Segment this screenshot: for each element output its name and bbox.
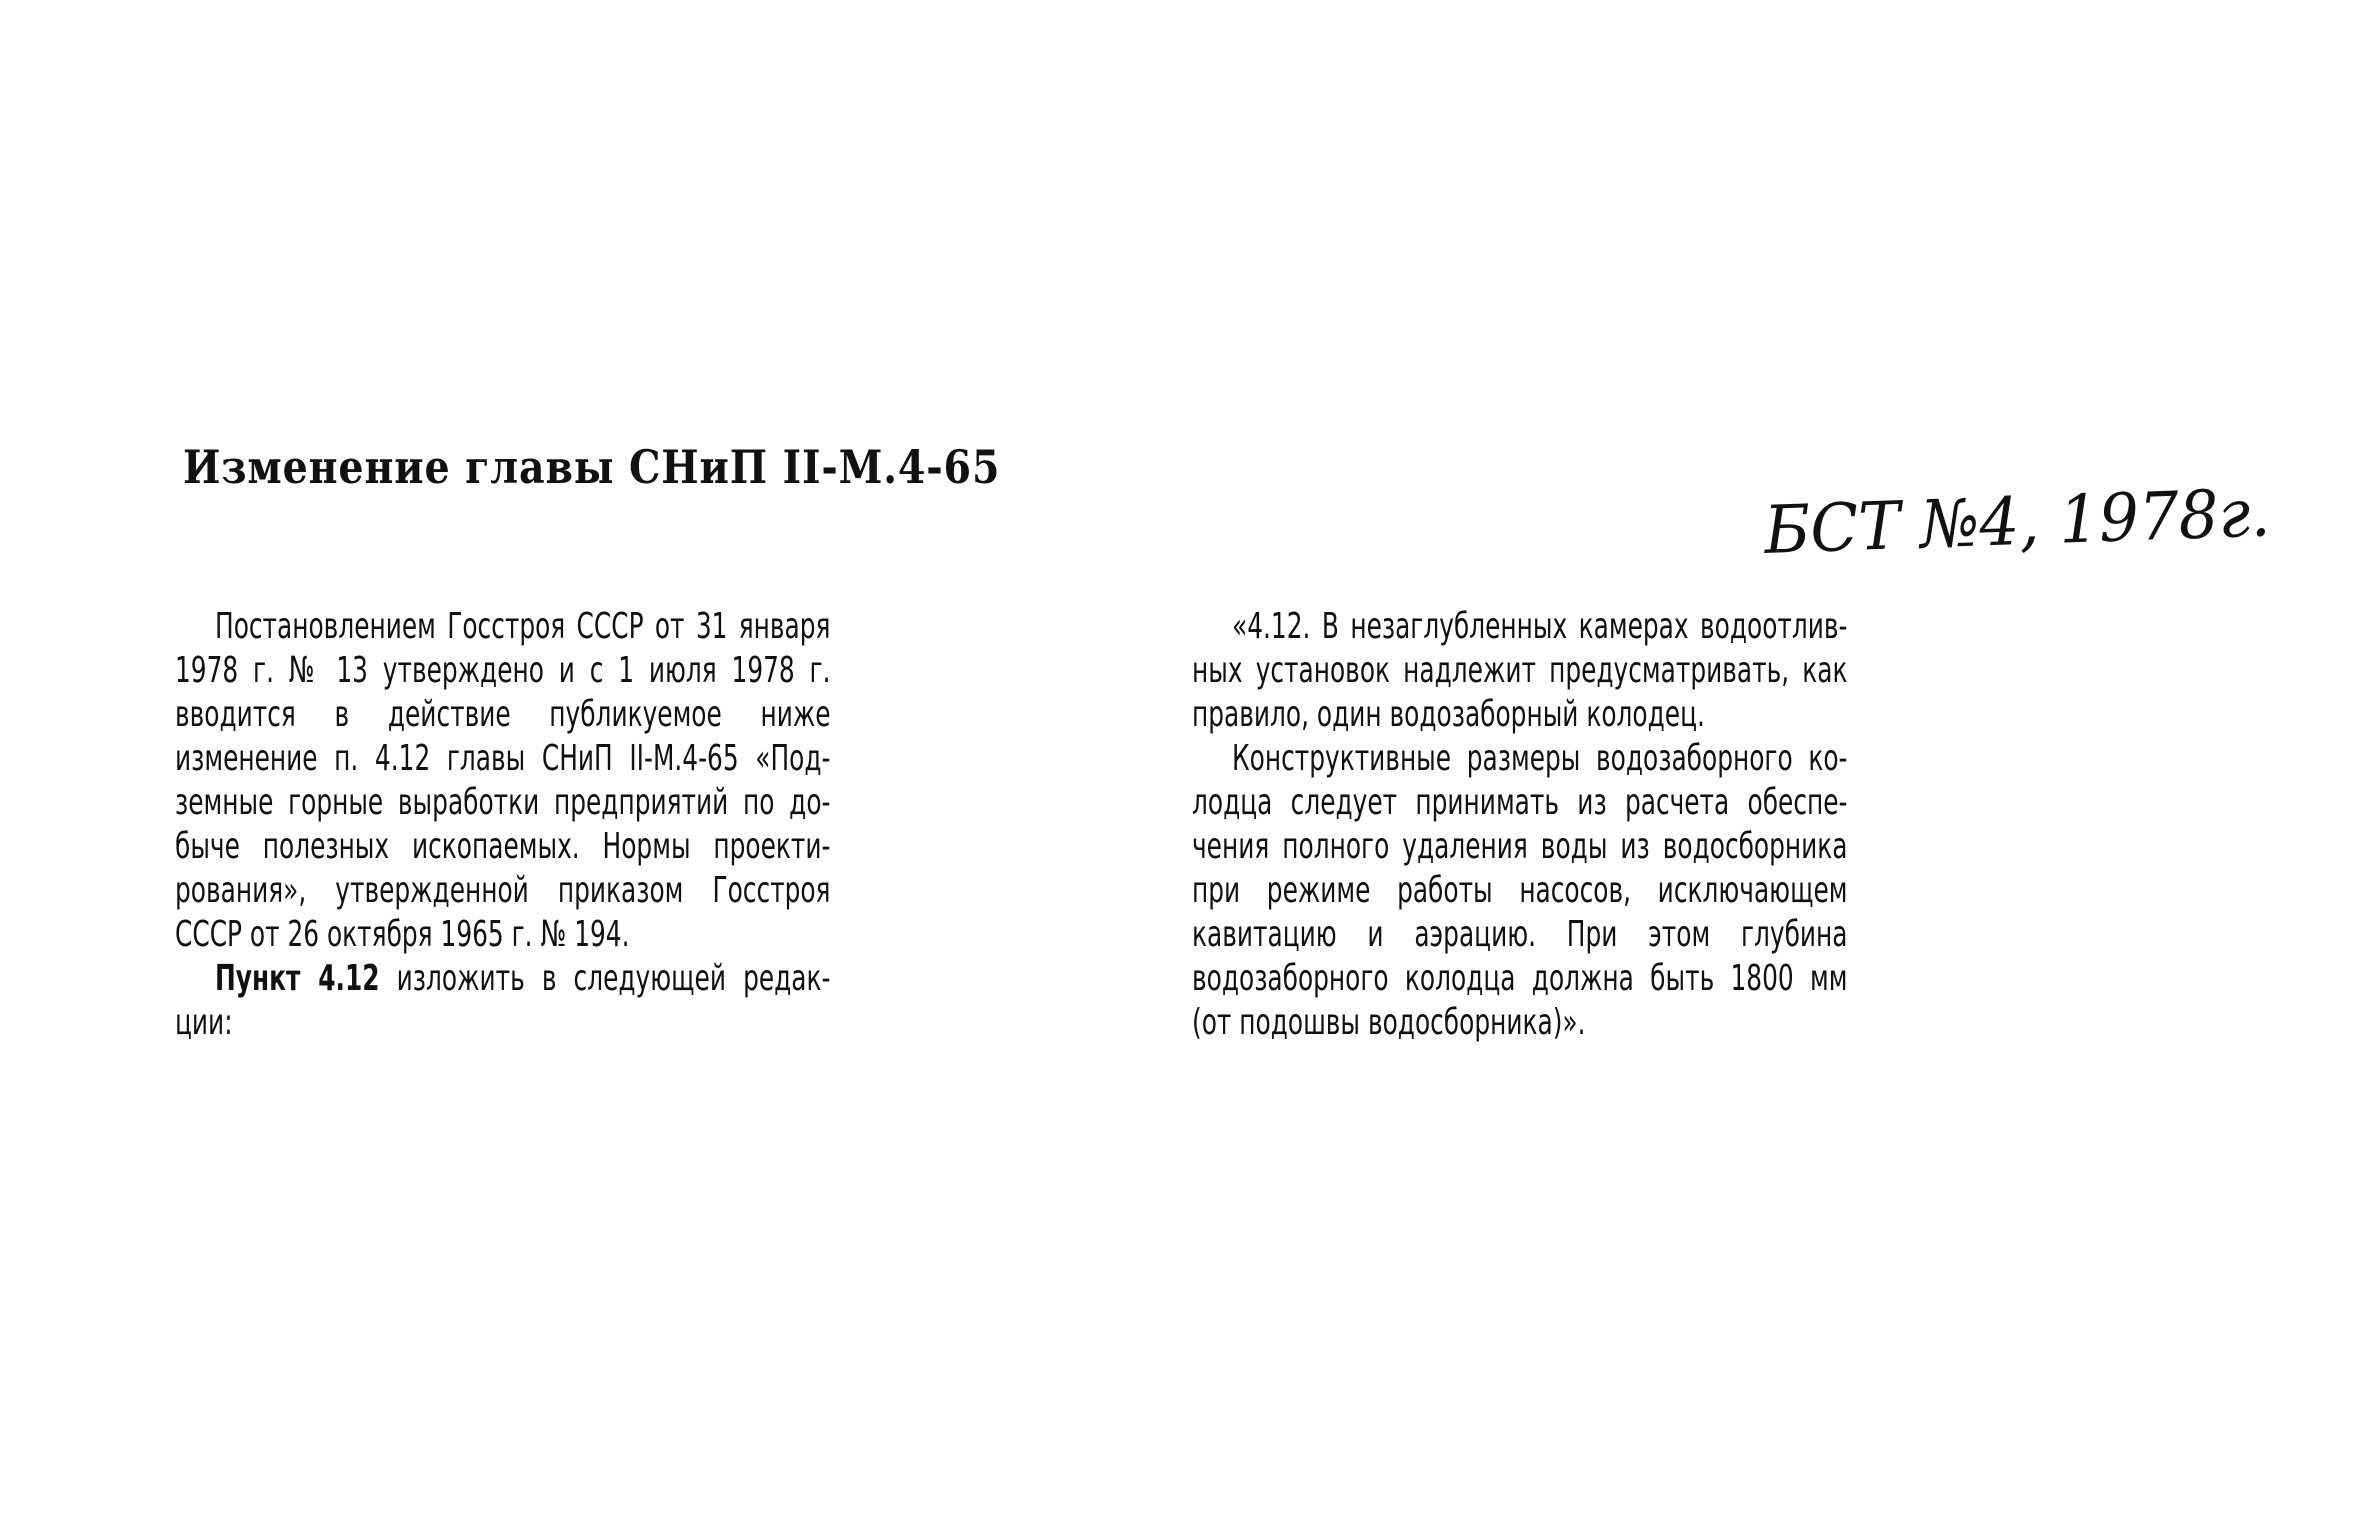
amendment-instruction-text: изложить в следующей редакции: xyxy=(175,958,831,1043)
left-column xyxy=(175,605,831,1045)
clause-reference: Пункт 4.12 xyxy=(215,958,380,999)
resolution-paragraph: Постановлением Госстроя СССР от 31 января 1978 г. № 13 утверждено и с 1 июля 1978 г. вводится в действие публикуемое ниже изменение п. 4.12 главы СНиП II-М.4-65 «Подземные горные выработки предприятий по добыче полезных ископаемых. Нормы проектирования», утвержденной приказом Госстроя СССР от 26 октября 1965 г. № 194. xyxy=(175,606,831,955)
handwritten-note: БСТ №4, 1978г. xyxy=(1763,474,2272,569)
amendment-instruction-paragraph xyxy=(175,957,831,1045)
document-title: Изменение главы СНиП II-М.4-65 xyxy=(183,440,1001,494)
right-column xyxy=(1192,605,1848,1045)
clause-text-paragraph: «4.12. В незаглубленных камерах водоотливных установок надлежит предусматривать, как правило, один водозаборный колодец. xyxy=(1192,606,1848,735)
well-dimensions-paragraph: Конструктивные размеры водозаборного колодца следует принимать из расчета обеспечения полного удаления воды из водосборника при режиме работы насосов, исключающем кавитацию и аэрацию. При этом глубина водозаборного колодца должна быть 1800 мм (от подошвы водосборника)». xyxy=(1192,738,1848,1043)
